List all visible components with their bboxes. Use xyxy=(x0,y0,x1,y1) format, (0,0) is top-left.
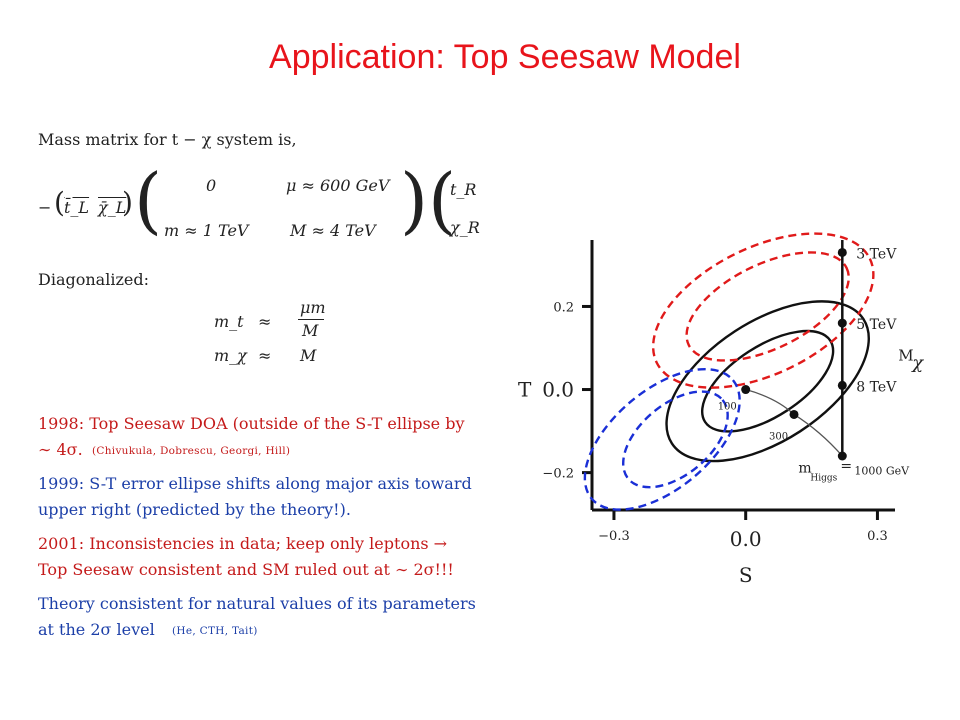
history-1998-line2: ∼ 4σ. xyxy=(38,440,83,459)
higgs-scan xyxy=(718,385,910,484)
matrix-right-paren-small: ) xyxy=(122,186,133,219)
history-1998-line1: 1998: Top Seesaw DOA (outside of the S-T ellipse by xyxy=(38,414,465,433)
diagonalized-label: Diagonalized: xyxy=(38,270,149,289)
matrix-left-paren: ( xyxy=(54,186,65,219)
matrix-entry-22: M ≈ 4 TeV xyxy=(290,221,376,240)
mchi-point xyxy=(838,319,847,328)
higgs-point xyxy=(790,410,799,419)
mchi-scan xyxy=(838,240,925,456)
history-theory-citation: (He, CTH, Tait) xyxy=(172,625,258,637)
eq1-numerator: μm xyxy=(300,298,326,317)
matrix-left-bracket: ( xyxy=(134,158,163,242)
x-axis-label: S xyxy=(738,563,753,587)
solid-ellipse xyxy=(686,311,849,451)
higgs-point-label: 100 xyxy=(717,401,737,413)
higgs-label-eq: = xyxy=(840,458,853,475)
eq2-rel: ≈ xyxy=(258,346,272,365)
mchi-point-label: 8 TeV xyxy=(856,379,897,396)
higgs-label-value: 1000 GeV xyxy=(854,464,910,478)
y-tick-label: 0.0 xyxy=(542,377,574,402)
row-vector-chil: χ̄_L xyxy=(98,198,127,217)
higgs-label-sub: Higgs xyxy=(810,473,838,484)
eq1-lhs: m_t xyxy=(214,312,244,331)
higgs-label: m xyxy=(798,460,812,477)
mchi-point-label: 5 TeV xyxy=(856,317,897,334)
history-theory-line1: Theory consistent for natural values of its parameters xyxy=(38,594,476,613)
eq2-rhs: M xyxy=(300,346,317,365)
higgs-scan-curve xyxy=(746,390,843,456)
history-2001-line1: 2001: Inconsistencies in data; keep only leptons → xyxy=(38,534,448,553)
y-axis-label: T xyxy=(518,377,532,402)
mchi-axis-sub: χ xyxy=(912,352,924,374)
matrix-right-bracket: ) xyxy=(400,158,429,242)
matrix-prefix: − xyxy=(38,198,52,217)
eq1-rel: ≈ xyxy=(258,312,272,331)
mchi-point xyxy=(838,381,847,390)
history-theory-line2: at the 2σ level xyxy=(38,620,155,639)
confidence-ellipses xyxy=(560,202,898,537)
history-1999-line2: upper right (predicted by the theory!). xyxy=(38,500,351,519)
matrix-entry-21: m ≈ 1 TeV xyxy=(164,221,249,240)
mchi-point xyxy=(838,248,847,257)
matrix-entry-12: μ ≈ 600 GeV xyxy=(286,176,390,195)
history-1999-line1: 1999: S-T error ellipse shifts along major axis toward xyxy=(38,474,472,493)
col-vector-tr: t_R xyxy=(450,180,477,199)
col-vector-chir: χ_R xyxy=(450,218,480,237)
history-2001-line2: Top Seesaw consistent and SM ruled out at ∼ 2σ!!! xyxy=(38,560,454,579)
higgs-point-label: 300 xyxy=(769,431,789,443)
eq1-fraction-bar xyxy=(298,319,324,320)
eq2-lhs: m_χ xyxy=(214,346,247,365)
mass-matrix-intro: Mass matrix for t − χ system is, xyxy=(38,130,297,149)
history-1998-citation: (Chivukula, Dobrescu, Georgi, Hill) xyxy=(92,445,291,457)
x-tick-label: −0.3 xyxy=(598,529,630,544)
mchi-point-label: 3 TeV xyxy=(856,246,897,263)
col-vector-left-bracket: ( xyxy=(428,158,457,242)
y-tick-label: 0.2 xyxy=(553,300,574,316)
higgs-point xyxy=(741,385,750,394)
st-parameter-plot xyxy=(510,185,940,605)
eq1-denominator: M xyxy=(302,321,319,340)
slide-title: Application: Top Seesaw Model xyxy=(269,38,741,76)
row-vector-tl: t̄_L xyxy=(64,198,90,217)
x-tick-label: 0.0 xyxy=(729,527,762,551)
mchi-axis-label: M xyxy=(898,346,914,365)
x-tick-label: 0.3 xyxy=(867,529,888,544)
y-tick-label: −0.2 xyxy=(542,466,574,482)
matrix-entry-11: 0 xyxy=(206,176,217,195)
